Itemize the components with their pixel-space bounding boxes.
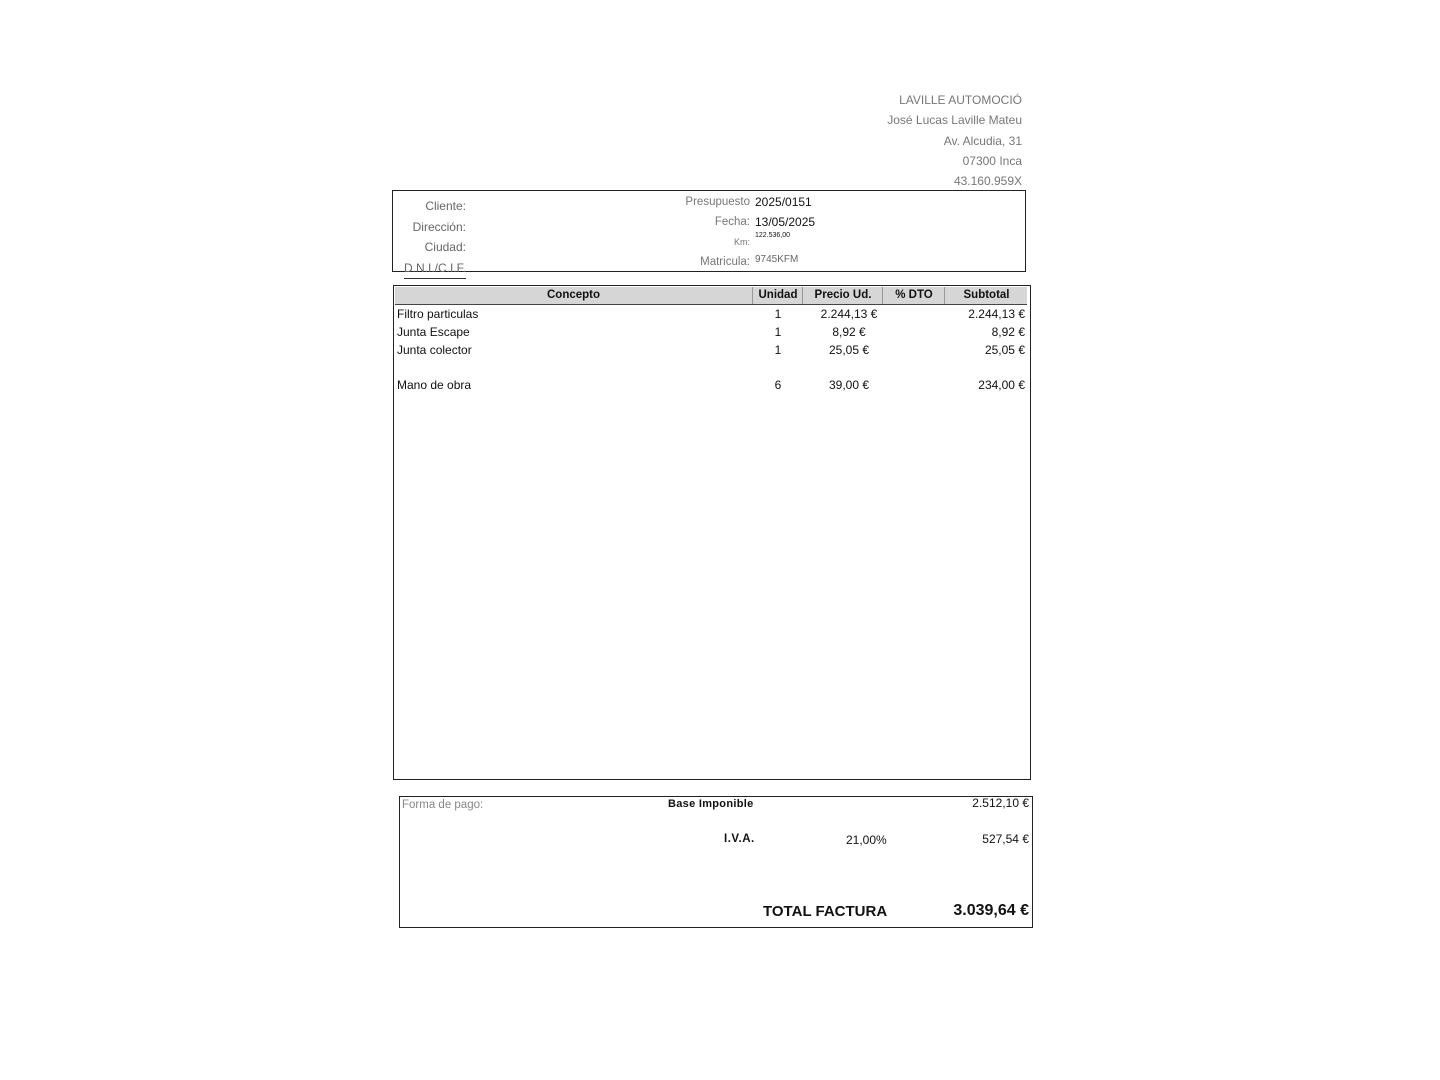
- tax-base-label: Base Imponible: [668, 798, 754, 810]
- company-owner: José Lucas Laville Mateu: [887, 113, 1022, 128]
- quote-label: Presupuesto: [685, 196, 750, 208]
- km-label: Km:: [733, 237, 750, 247]
- vat-rate: 21,00%: [846, 833, 887, 847]
- row-price: 25,05 €: [828, 343, 870, 357]
- row-concept: Junta colector: [397, 343, 472, 357]
- mileage: 122.536,00: [755, 232, 791, 239]
- plate-label: Matricula:: [700, 256, 750, 268]
- vat-value: 527,54 €: [982, 832, 1029, 846]
- header-unit: Unidad: [752, 287, 803, 304]
- reference-values: [755, 192, 815, 270]
- reference-labels: [640, 192, 750, 272]
- company-city: 07300 Inca: [962, 153, 1022, 168]
- table-row: [397, 341, 1027, 359]
- row-subtotal: 234,00 €: [978, 378, 1025, 392]
- payment-method-label: Forma de pago:: [402, 799, 484, 811]
- date-label: Fecha:: [714, 216, 750, 228]
- header-concept: Concepto: [546, 289, 601, 301]
- row-subtotal: 25,05 €: [984, 343, 1025, 357]
- invoice-total-label: TOTAL FACTURA: [763, 903, 888, 920]
- divider: [545, 271, 1025, 272]
- client-label: Cliente:: [425, 199, 466, 213]
- row-price: 8,92 €: [832, 325, 866, 339]
- vat-label: I.V.A.: [724, 833, 755, 845]
- table-row: [397, 305, 1027, 323]
- client-labels: [400, 196, 466, 279]
- quote-date: 13/05/2025: [755, 215, 816, 229]
- company-address: Av. Alcudia, 31: [943, 133, 1022, 148]
- row-concept: Mano de obra: [397, 378, 472, 392]
- totals-box: [399, 796, 1033, 928]
- header-subtotal: Subtotal: [944, 287, 1028, 304]
- tax-base-value: 2.512,10 €: [972, 796, 1029, 810]
- items-table: [393, 285, 1031, 780]
- row-unit: 6: [774, 378, 782, 392]
- invoice-total-value: 3.039,64 €: [953, 902, 1029, 919]
- company-name: LAVILLE AUTOMOCIÓ: [899, 93, 1022, 107]
- header-discount: % DTO: [882, 287, 945, 304]
- row-concept: Junta Escape: [397, 325, 470, 339]
- tax-id-label: D.N.I./C.I.F.: [404, 258, 466, 280]
- row-unit: 1: [774, 343, 782, 357]
- company-header: [887, 90, 1022, 191]
- items-table-header: [395, 287, 1027, 305]
- row-price: 39,00 €: [828, 378, 870, 392]
- row-concept: Filtro particulas: [397, 307, 479, 321]
- company-tax-id: 43.160.959X: [953, 174, 1022, 189]
- table-row: [397, 376, 1027, 394]
- quote-number: 2025/0151: [755, 195, 812, 209]
- row-price: 2.244,13 €: [820, 307, 878, 321]
- table-row: [397, 323, 1027, 341]
- row-subtotal: 8,92 €: [991, 325, 1025, 339]
- city-label: Ciudad:: [424, 240, 466, 254]
- row-unit: 1: [774, 307, 782, 321]
- license-plate: 9745KFM: [755, 254, 799, 265]
- row-subtotal: 2.244,13 €: [968, 307, 1025, 321]
- row-unit: 1: [774, 325, 782, 339]
- header-price: Precio Ud.: [802, 287, 883, 304]
- address-label: Dirección:: [412, 219, 466, 234]
